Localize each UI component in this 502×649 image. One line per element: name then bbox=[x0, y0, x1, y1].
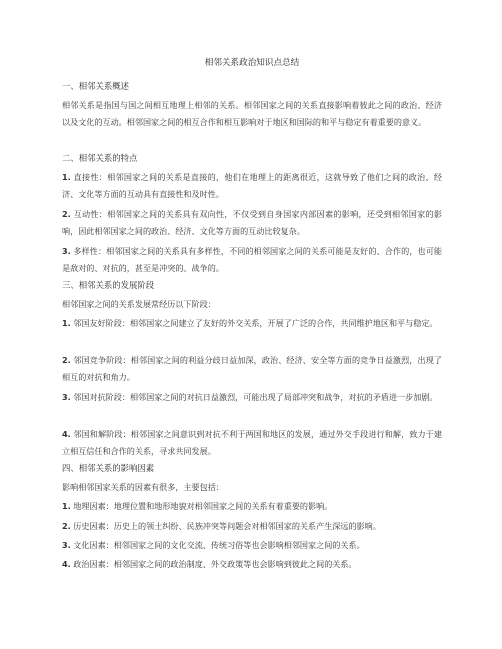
item-number: 3. bbox=[62, 540, 71, 550]
list-item bbox=[62, 206, 442, 239]
list-item bbox=[62, 518, 442, 535]
paragraph bbox=[62, 97, 442, 130]
list-item bbox=[62, 169, 442, 202]
paragraph bbox=[62, 479, 442, 496]
list-item bbox=[62, 315, 442, 332]
item-text: 互动性：相邻国家之间的关系具有双向性，不仅受到自身国家内部因素的影响，还受到相邻国家的影响，因此相邻国家之间的政治、经济、文化等方面的互动比较复杂。 bbox=[62, 209, 442, 236]
section-heading-3: 三、相邻关系的发展阶段 bbox=[62, 280, 155, 290]
item-text: 邻国和解阶段：相邻国家之间意识到对抗不利于两国和地区的发展，通过外交手段进行和解，致力于建立相互信任和合作的关系，寻求共同发展。 bbox=[62, 429, 442, 456]
paragraph bbox=[62, 296, 442, 313]
item-number: 2. bbox=[62, 209, 71, 219]
item-number: 3. bbox=[62, 392, 71, 402]
list-item bbox=[62, 426, 442, 459]
item-text: 文化因素：相邻国家之间的文化交流、传统习俗等也会影响相邻国家之间的关系。 bbox=[70, 540, 365, 550]
item-text: 邻国友好阶段：相邻国家之间建立了友好的外交关系，开展了广泛的合作，共同维护地区和平与稳定。 bbox=[70, 318, 438, 328]
list-item bbox=[62, 243, 442, 276]
item-number: 4. bbox=[62, 559, 71, 569]
list-item bbox=[62, 556, 442, 573]
item-number: 1. bbox=[62, 501, 71, 511]
list-item bbox=[62, 537, 442, 554]
item-text: 多样性：相邻国家之间的关系具有多样性，不同的相邻国家之间的关系可能是友好的、合作的，也可能是敌对的、对抗的，甚至是冲突的、战争的。 bbox=[62, 246, 442, 273]
item-text: 邻国对抗阶段：相邻国家之间的对抗日益激烈，可能出现了局部冲突和战争，对抗的矛盾进一步加剧。 bbox=[70, 392, 438, 402]
item-text: 政治因素：相邻国家之间的政治制度、外交政策等也会影响到彼此之间的关系。 bbox=[70, 559, 357, 569]
document-title: 相邻关系政治知识点总结 bbox=[204, 58, 300, 68]
paragraph-text: 相邻关系是指国与国之间相互地理上相邻的关系。相邻国家之间的关系直接影响着彼此之间的政治、经济以及文化的互动。相邻国家之间的相互合作和相互影响对于地区和国际的和平与稳定有着重要的意义。 bbox=[62, 100, 442, 127]
item-number: 2. bbox=[62, 355, 71, 365]
paragraph-text: 相邻国家之间的关系发展常经历以下阶段： bbox=[62, 299, 216, 309]
item-number: 3. bbox=[62, 246, 71, 256]
item-number: 1. bbox=[62, 172, 71, 182]
list-item bbox=[62, 389, 442, 406]
section-heading-1: 一、相邻关系概述 bbox=[62, 81, 129, 91]
list-item bbox=[62, 498, 442, 515]
item-number: 4. bbox=[62, 429, 71, 439]
section-heading-4: 四、相邻关系的影响因素 bbox=[62, 463, 155, 473]
list-item bbox=[62, 352, 442, 385]
item-number: 1. bbox=[62, 318, 71, 328]
item-text: 历史因素：历史上的领土纠纷、民族冲突等问题会对相邻国家的关系产生深远的影响。 bbox=[70, 521, 381, 531]
item-text: 地理因素：地理位置和地形地貌对相邻国家之间的关系有着重要的影响。 bbox=[70, 501, 333, 511]
paragraph-text: 影响相邻国家关系的因素有很多，主要包括： bbox=[62, 482, 224, 492]
item-text: 邻国竞争阶段：相邻国家之间的利益分歧日益加深，政治、经济、安全等方面的竞争日益激烈，出现了相互的对抗和角力。 bbox=[62, 355, 442, 382]
item-number: 2. bbox=[62, 521, 71, 531]
item-text: 直接性：相邻国家之间的关系是直接的，他们在地理上的距离很近，这就导致了他们之间的政治、经济、文化等方面的互动具有直接性和及时性。 bbox=[62, 172, 442, 199]
section-heading-2: 二、相邻关系的特点 bbox=[62, 153, 138, 163]
